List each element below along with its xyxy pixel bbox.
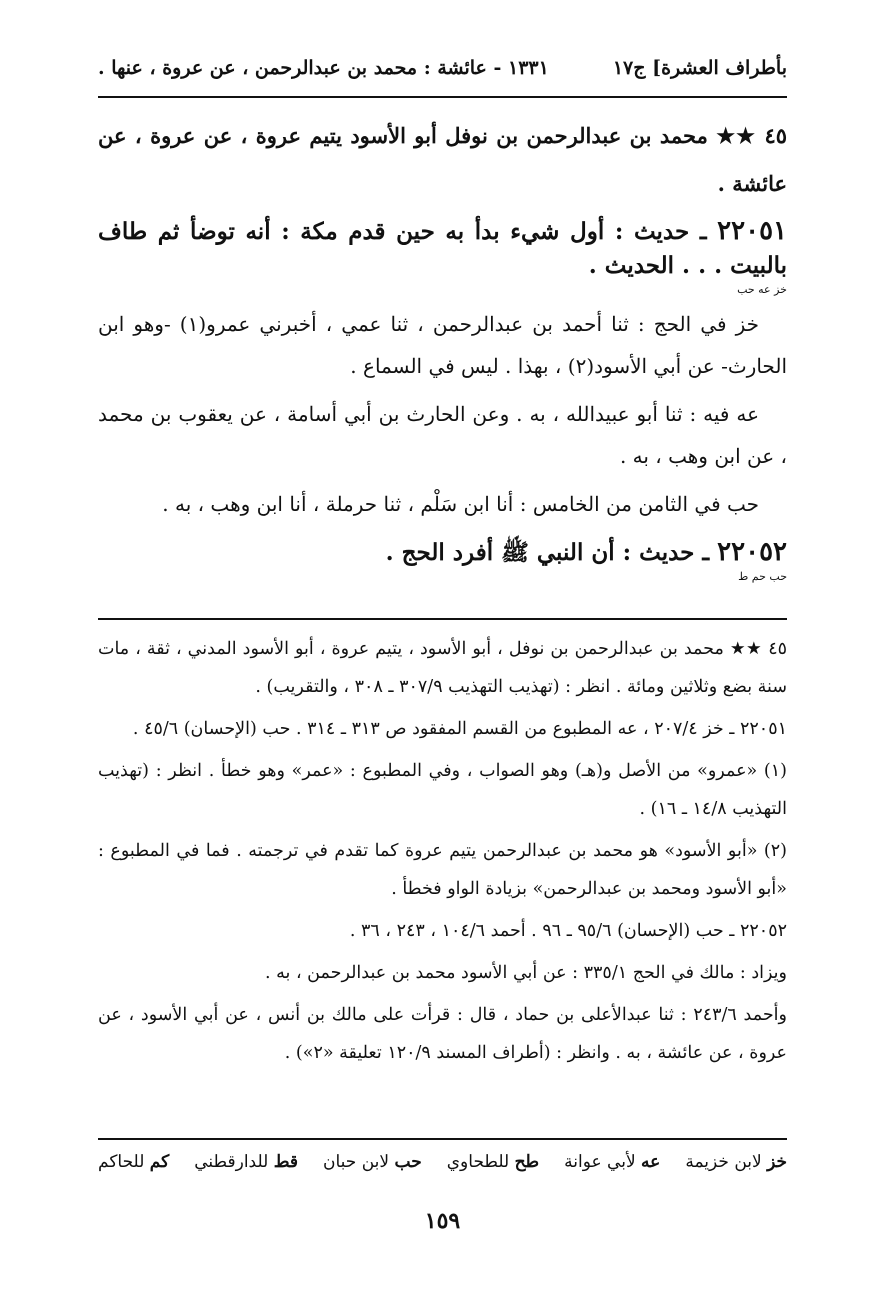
isnad-paragraph: حب في الثامن من الخامس : أنا ابن سَلْم ، ثنا حرملة ، أنا ابن وهب ، به .: [162, 492, 759, 516]
isnad-paragraph: عه فيه : ثنا أبو عبيدالله ، به . وعن الحارث بن أبي أسامة ، عن يعقوب بن محمد ، عن ابن وهب ، به .: [98, 402, 787, 468]
footnote: (١) «عمرو» من الأصل و(هـ) وهو الصواب ، وفي المطبوع : «عمر» وهو خطأ . انظر : (تهذيب التهذيب ١٤/٨ ـ ١٦) .: [98, 761, 787, 819]
page-number: ١٥٩: [424, 1208, 461, 1234]
abbrev-item: عه لأبي عوانة: [564, 1152, 661, 1172]
footnotes: [98, 630, 787, 1076]
hadith-sigla: خز عه حب: [737, 283, 787, 296]
footnote: (٢) «أبو الأسود» هو محمد بن عبدالرحمن يتيم عروة كما تقدم في ترجمته . فما في المطبوع : «أبو الأسود ومحمد بن عبدالرحمن» بزيادة الواو فخطأ .: [98, 841, 787, 899]
abbrev-item: قط للدارقطني: [194, 1152, 298, 1172]
footnote: ٤٥ ★★ محمد بن عبدالرحمن بن نوفل ، أبو الأسود ، يتيم عروة ، أبو الأسود المدني ، ثقة ، مات سنة بضع وثلاثين ومائة . انظر : (تهذيب التهذيب ٣٠٧/٩ ـ ٣٠٨ ، والتقريب) .: [98, 639, 787, 697]
running-header: [98, 48, 787, 88]
abbrev-item: طح للطحاوي: [446, 1152, 540, 1172]
hadith-text: ـ حديث : أول شيء بدأ به حين قدم مكة : أنه توضأ ثم طاف بالبيت . . . الحديث .: [98, 218, 787, 279]
header-book-title: بأطراف العشرة] ج١٧: [612, 57, 787, 79]
abbrev-item: كم للحاكم: [98, 1152, 170, 1172]
isnad-paragraph: خز في الحج : ثنا أحمد بن عبدالرحمن ، ثنا عمي ، أخبرني عمرو(١) -وهو ابن الحارث- عن أبي الأسود(٢) ، بهذا . ليس في السماع .: [98, 312, 787, 378]
footnote-rule: [98, 618, 787, 620]
narrator-heading: ٤٥ ★★ محمد بن عبدالرحمن بن نوفل أبو الأسود يتيم عروة ، عن عروة ، عن عائشة .: [98, 123, 787, 196]
hadith-entry-2: [98, 535, 787, 570]
hadith-text: ـ حديث : أن النبي ﷺ أفرد الحج .: [385, 539, 710, 566]
abbreviations-rule: [98, 1138, 787, 1140]
footnote: ٢٢٠٥٢ ـ حب (الإحسان) ٩٥/٦ ـ ٩٦ . أحمد ١٠٤/٦ ، ٢٤٣ ، ٣٦ .: [349, 921, 787, 941]
footnote: وأحمد ٢٤٣/٦ : ثنا عبدالأعلى بن حماد ، قال : قرأت على مالك بن أنس ، عن أبي الأسود ، عن عروة ، عن عائشة ، به . وانظر : (أطراف المسند ١٢٠/٩ تعليقة «٢») .: [98, 1005, 787, 1063]
hadith-number: ٢٢٠٥٢: [717, 537, 787, 567]
hadith-sigla: حب حم ط: [738, 570, 787, 583]
hadith-number: ٢٢٠٥١: [717, 216, 787, 246]
hadith-entry-1: [98, 214, 787, 283]
footnote: ويزاد : مالك في الحج ٣٣٥/١ : عن أبي الأسود محمد بن عبدالرحمن ، به .: [265, 963, 787, 983]
abbrev-item: خز لابن خزيمة: [685, 1152, 787, 1172]
main-text: [98, 112, 787, 586]
header-rule: [98, 96, 787, 98]
abbreviations-key: [98, 1152, 787, 1172]
abbrev-item: حب لابن حبان: [323, 1152, 422, 1172]
footnote: ٢٢٠٥١ ـ خز ٢٠٧/٤ ، عه المطبوع من القسم المفقود ص ٣١٣ ـ ٣١٤ . حب (الإحسان) ٤٥/٦ .: [132, 719, 787, 739]
header-section-title: ١٣٣١ - عائشة : محمد بن عبدالرحمن ، عن عروة ، عنها .: [98, 57, 549, 79]
